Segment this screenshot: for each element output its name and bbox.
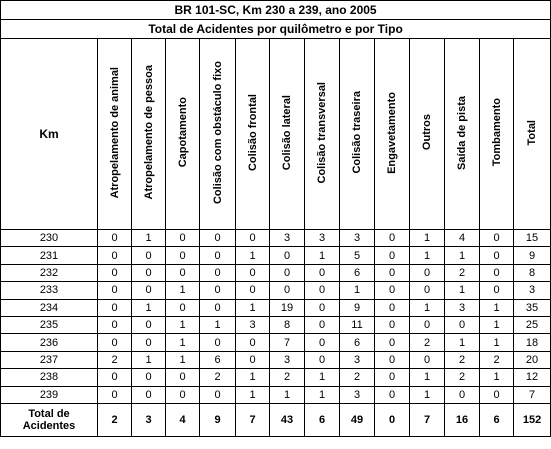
value-cell: 1	[410, 386, 445, 403]
value-cell: 0	[236, 230, 270, 247]
total-cell: 9	[200, 403, 236, 436]
value-cell: 1	[305, 247, 340, 264]
table-row	[1, 334, 551, 351]
value-cell: 3	[340, 386, 375, 403]
value-cell: 1	[445, 247, 480, 264]
value-cell: 1	[270, 386, 305, 403]
value-cell: 0	[98, 299, 132, 316]
value-cell: 4	[445, 230, 480, 247]
value-cell: 0	[98, 247, 132, 264]
value-cell: 0	[200, 386, 236, 403]
km-cell: 238	[1, 369, 98, 386]
value-cell: 1	[166, 351, 200, 368]
value-cell: 0	[236, 351, 270, 368]
value-cell: 35	[514, 299, 551, 316]
value-cell: 2	[445, 351, 480, 368]
value-cell: 0	[98, 386, 132, 403]
column-header: Colisão traseira	[340, 39, 375, 230]
value-cell: 1	[166, 316, 200, 333]
value-cell: 9	[340, 299, 375, 316]
value-cell: 8	[514, 264, 551, 281]
value-cell: 5	[340, 247, 375, 264]
value-cell: 0	[200, 247, 236, 264]
value-cell: 0	[270, 264, 305, 281]
table-title: BR 101-SC, Km 230 a 239, ano 2005	[1, 1, 551, 20]
value-cell: 1	[480, 334, 514, 351]
totals-label: Total de Acidentes	[1, 403, 98, 436]
km-cell: 239	[1, 386, 98, 403]
value-cell: 0	[132, 334, 166, 351]
km-cell: 233	[1, 282, 98, 299]
value-cell: 1	[305, 369, 340, 386]
value-cell: 0	[236, 264, 270, 281]
value-cell: 0	[410, 282, 445, 299]
value-cell: 0	[480, 264, 514, 281]
value-cell: 0	[132, 247, 166, 264]
value-cell: 3	[340, 351, 375, 368]
value-cell: 1	[445, 334, 480, 351]
value-cell: 2	[98, 351, 132, 368]
value-cell: 1	[132, 351, 166, 368]
column-header: Colisão transversal	[305, 39, 340, 230]
value-cell: 0	[270, 247, 305, 264]
table-subtitle: Total de Acidentes por quilômetro e por Tipo	[1, 20, 551, 39]
value-cell: 3	[270, 230, 305, 247]
value-cell: 0	[200, 334, 236, 351]
total-cell: 49	[340, 403, 375, 436]
value-cell: 0	[445, 316, 480, 333]
value-cell: 0	[480, 282, 514, 299]
value-cell: 0	[132, 264, 166, 281]
value-cell: 0	[166, 369, 200, 386]
total-cell: 7	[236, 403, 270, 436]
value-cell: 0	[480, 230, 514, 247]
value-cell: 1	[410, 230, 445, 247]
value-cell: 1	[445, 282, 480, 299]
value-cell: 1	[236, 247, 270, 264]
value-cell: 2	[445, 264, 480, 281]
value-cell: 15	[514, 230, 551, 247]
table-row	[1, 230, 551, 247]
column-header: Outros	[410, 39, 445, 230]
value-cell: 0	[166, 299, 200, 316]
column-header: Capotamento	[166, 39, 200, 230]
value-cell: 0	[166, 386, 200, 403]
value-cell: 0	[375, 369, 410, 386]
value-cell: 2	[340, 369, 375, 386]
column-header: Colisão frontal	[236, 39, 270, 230]
value-cell: 1	[200, 316, 236, 333]
value-cell: 20	[514, 351, 551, 368]
value-cell: 0	[200, 230, 236, 247]
column-header: Colisão com obstáculo fixo	[200, 39, 236, 230]
km-column-header: Km	[1, 39, 98, 230]
km-cell: 230	[1, 230, 98, 247]
km-cell: 235	[1, 316, 98, 333]
value-cell: 6	[340, 334, 375, 351]
value-cell: 0	[132, 386, 166, 403]
value-cell: 0	[375, 247, 410, 264]
value-cell: 6	[200, 351, 236, 368]
value-cell: 1	[305, 386, 340, 403]
value-cell: 2	[270, 369, 305, 386]
table-row	[1, 247, 551, 264]
value-cell: 0	[98, 282, 132, 299]
value-cell: 0	[98, 369, 132, 386]
value-cell: 0	[200, 264, 236, 281]
value-cell: 2	[480, 351, 514, 368]
value-cell: 1	[340, 282, 375, 299]
table-row	[1, 299, 551, 316]
value-cell: 0	[98, 230, 132, 247]
value-cell: 0	[132, 282, 166, 299]
column-header: Tombamento	[480, 39, 514, 230]
value-cell: 12	[514, 369, 551, 386]
value-cell: 1	[410, 369, 445, 386]
value-cell: 2	[410, 334, 445, 351]
table-row	[1, 351, 551, 368]
value-cell: 1	[410, 247, 445, 264]
total-cell: 6	[480, 403, 514, 436]
value-cell: 0	[305, 351, 340, 368]
total-cell: 152	[514, 403, 551, 436]
value-cell: 1	[480, 369, 514, 386]
total-cell: 2	[98, 403, 132, 436]
value-cell: 0	[305, 334, 340, 351]
value-cell: 3	[445, 299, 480, 316]
value-cell: 0	[375, 334, 410, 351]
value-cell: 0	[375, 264, 410, 281]
value-cell: 0	[410, 316, 445, 333]
column-header: Atropelamento de pessoa	[132, 39, 166, 230]
value-cell: 0	[98, 334, 132, 351]
km-cell: 231	[1, 247, 98, 264]
value-cell: 11	[340, 316, 375, 333]
value-cell: 3	[305, 230, 340, 247]
value-cell: 0	[480, 247, 514, 264]
value-cell: 0	[305, 264, 340, 281]
value-cell: 0	[480, 386, 514, 403]
value-cell: 0	[132, 316, 166, 333]
value-cell: 0	[270, 282, 305, 299]
value-cell: 1	[132, 299, 166, 316]
value-cell: 0	[98, 316, 132, 333]
total-cell: 4	[166, 403, 200, 436]
column-header: Saída de pista	[445, 39, 480, 230]
value-cell: 25	[514, 316, 551, 333]
value-cell: 3	[340, 230, 375, 247]
value-cell: 0	[305, 316, 340, 333]
value-cell: 19	[270, 299, 305, 316]
column-header: Atropelamento de animal	[98, 39, 132, 230]
total-cell: 16	[445, 403, 480, 436]
table-row	[1, 264, 551, 281]
km-cell: 232	[1, 264, 98, 281]
value-cell: 0	[375, 386, 410, 403]
value-cell: 0	[375, 351, 410, 368]
value-cell: 1	[236, 369, 270, 386]
value-cell: 18	[514, 334, 551, 351]
column-header: Total	[514, 39, 551, 230]
value-cell: 3	[236, 316, 270, 333]
value-cell: 0	[166, 230, 200, 247]
value-cell: 0	[410, 264, 445, 281]
table-row	[1, 386, 551, 403]
value-cell: 7	[270, 334, 305, 351]
value-cell: 0	[375, 282, 410, 299]
km-cell: 234	[1, 299, 98, 316]
value-cell: 0	[200, 299, 236, 316]
value-cell: 0	[98, 264, 132, 281]
table-row	[1, 369, 551, 386]
value-cell: 0	[445, 386, 480, 403]
table-row	[1, 316, 551, 333]
total-cell: 43	[270, 403, 305, 436]
value-cell: 0	[166, 264, 200, 281]
column-header: Engavetamento	[375, 39, 410, 230]
value-cell: 1	[166, 282, 200, 299]
value-cell: 3	[514, 282, 551, 299]
value-cell: 9	[514, 247, 551, 264]
value-cell: 0	[375, 299, 410, 316]
value-cell: 1	[236, 299, 270, 316]
value-cell: 1	[132, 230, 166, 247]
km-cell: 237	[1, 351, 98, 368]
total-cell: 0	[375, 403, 410, 436]
value-cell: 1	[480, 316, 514, 333]
value-cell: 3	[270, 351, 305, 368]
table-row	[1, 282, 551, 299]
value-cell: 0	[375, 230, 410, 247]
value-cell: 0	[132, 369, 166, 386]
value-cell: 1	[166, 334, 200, 351]
value-cell: 2	[200, 369, 236, 386]
value-cell: 8	[270, 316, 305, 333]
value-cell: 0	[166, 247, 200, 264]
value-cell: 1	[236, 386, 270, 403]
value-cell: 1	[480, 299, 514, 316]
value-cell: 7	[514, 386, 551, 403]
value-cell: 0	[305, 282, 340, 299]
value-cell: 0	[236, 282, 270, 299]
km-cell: 236	[1, 334, 98, 351]
value-cell: 0	[305, 299, 340, 316]
value-cell: 0	[410, 351, 445, 368]
total-cell: 6	[305, 403, 340, 436]
total-cell: 7	[410, 403, 445, 436]
value-cell: 1	[410, 299, 445, 316]
value-cell: 0	[236, 334, 270, 351]
value-cell: 6	[340, 264, 375, 281]
column-header: Colisão lateral	[270, 39, 305, 230]
value-cell: 2	[445, 369, 480, 386]
value-cell: 0	[375, 316, 410, 333]
total-cell: 3	[132, 403, 166, 436]
value-cell: 0	[200, 282, 236, 299]
